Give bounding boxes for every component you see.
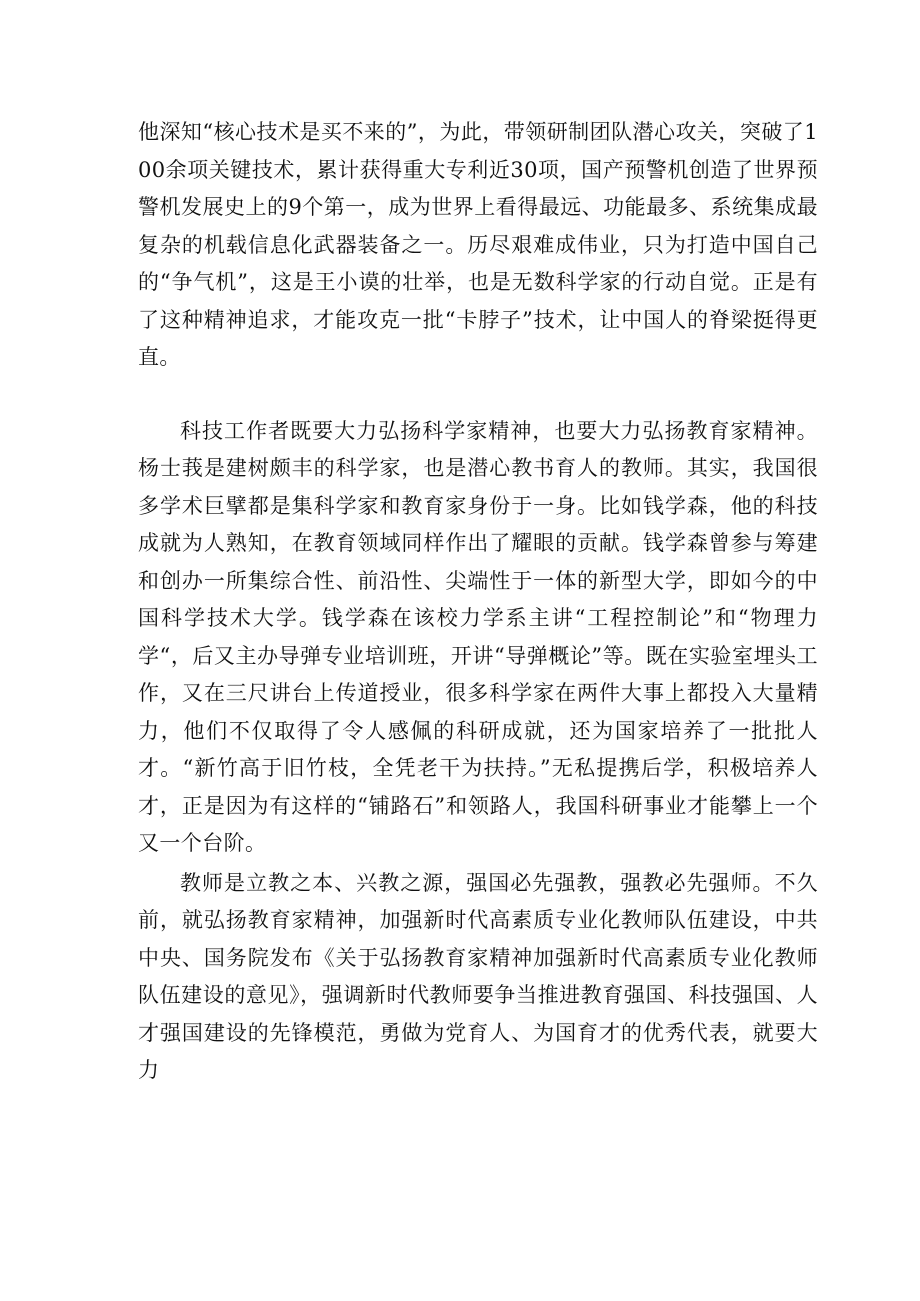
paragraph-1: 他深知“核心技术是买不来的”，为此，带领研制团队潜心攻关，突破了100余项关键技术，累计获得重大专利近30项，国产预警机创造了世界预警机发展史上的9个第一，成为世界上看得最远、功能最多、系统集成最复杂的机载信息化武器装备之一。历尽艰难成伟业，只为打造中国自己的“争气机”，这是王小谟的壮举，也是无数科学家的行动自觉。正是有了这种精神追求，才能攻克一批“卡脖子”技术，让中国人的脊梁挺得更直。	[138, 120, 818, 369]
paragraph-3: 教师是立教之本、兴教之源，强国必先强教，强教必先强师。不久前，就弘扬教育家精神，加强新时代高素质专业化教师队伍建设，中共中央、国务院发布《关于弘扬教育家精神加强新时代高素质专业化教师队伍建设的意见》，强调新时代教师要争当推进教育强国、科技强国、人才强国建设的先锋模范，勇做为党育人、为国育才的优秀代表，就要大力	[138, 870, 818, 1082]
paragraph-2: 科技工作者既要大力弘扬科学家精神，也要大力弘扬教育家精神。杨士莪是建树颇丰的科学家，也是潜心教书育人的教师。其实，我国很多学术巨擘都是集科学家和教育家身份于一身。比如钱学森，他的科技成就为人熟知，在教育领域同样作出了耀眼的贡献。钱学森曾参与筹建和创办一所集综合性、前沿性、尖端性于一体的新型大学，即如今的中国科学技术大学。钱学森在该校力学系主讲“工程控制论”和“物理力学“，后又主办导弹专业培训班，开讲“导弹概论”等。既在实验室埋头工作，又在三尺讲台上传道授业，很多科学家在两件大事上都投入大量精力，他们不仅取得了令人感佩的科研成就，还为国家培养了一批批人才。“新竹高于旧竹枝，全凭老干为扶持。”无私提携后学，积极培养人才，正是因为有这样的“铺路石”和领路人，我国科研事业才能攀上一个又一个台阶。	[138, 418, 818, 855]
document-body	[138, 114, 818, 1090]
